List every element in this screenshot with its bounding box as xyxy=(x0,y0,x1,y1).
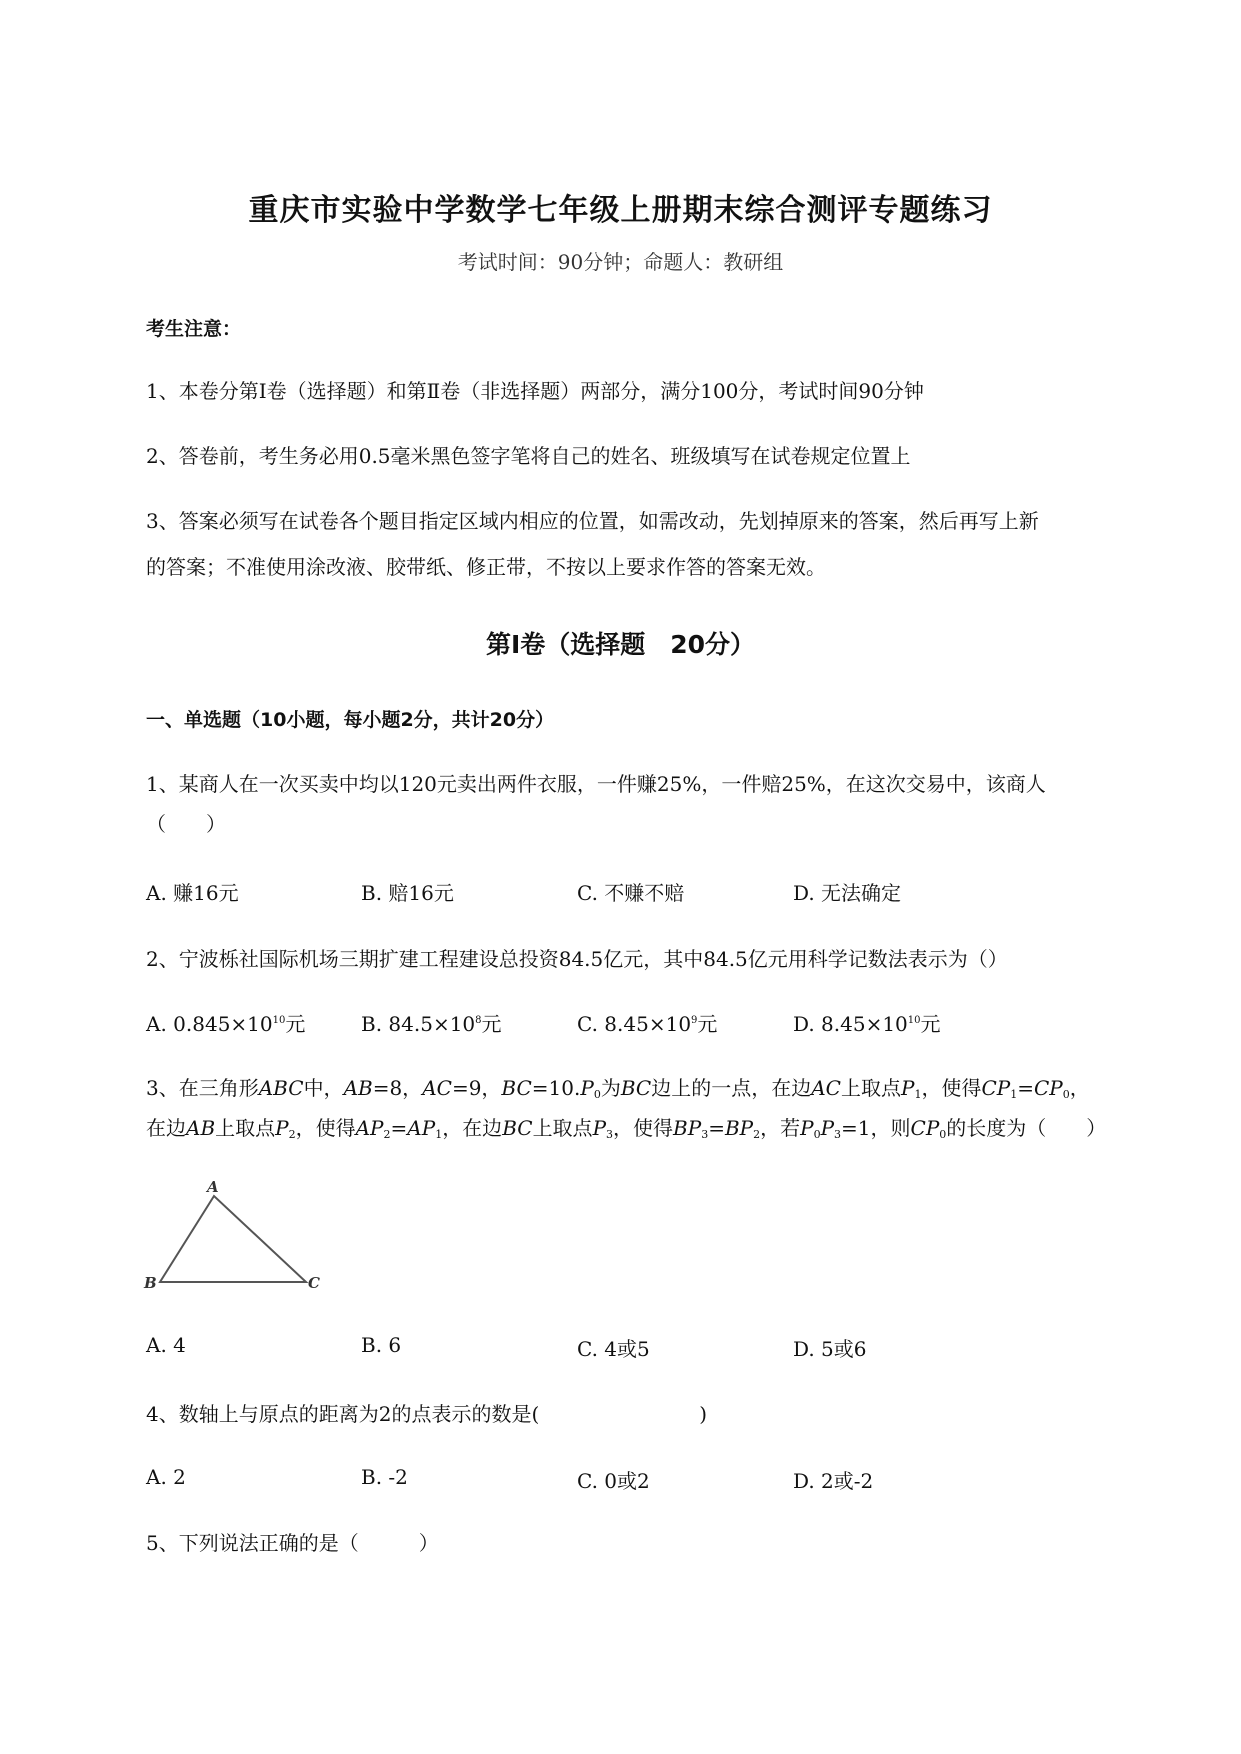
q3-option-d[interactable]: D. 5或6 xyxy=(793,1337,867,1361)
q3-option-b[interactable]: B. 6 xyxy=(361,1333,402,1357)
vertex-label-c: C xyxy=(308,1274,320,1292)
part-heading: 一、单选题（10小题，每小题2分，共计20分） xyxy=(146,709,555,731)
question-3-line-2: 在边AB上取点$P_2$，使得$AP_2=AP_1$，在边BC上取点$P_3$，使得$BP_3=BP_2$，若$P_0P_3=1$，则$CP_0$的长度为（ ） xyxy=(146,1116,1107,1141)
exam-info: 考试时间：90分钟；命题人：教研组 xyxy=(457,250,784,274)
q1-option-c[interactable]: C. 不赚不赔 xyxy=(577,881,685,905)
q1-option-b[interactable]: B. 赔16元 xyxy=(361,881,454,905)
q2-option-d[interactable]: D. $8.45\times 10^{10}$元 xyxy=(793,1012,941,1036)
question-1-blank: （ ） xyxy=(146,812,226,836)
page-title: 重庆市实验中学数学七年级上册期末综合测评专题练习 xyxy=(248,193,993,228)
q2-option-a[interactable]: A. $0.845\times 10^{10}$元 xyxy=(146,1012,306,1036)
triangle-figure xyxy=(140,1170,340,1300)
q4-option-c[interactable]: C. 0或2 xyxy=(577,1469,650,1493)
q4-option-b[interactable]: B. -2 xyxy=(361,1465,408,1489)
vertex-label-a: A xyxy=(207,1178,219,1196)
notice-item: 的答案；不准使用涂改液、胶带纸、修正带，不按以上要求作答的答案无效。 xyxy=(146,555,826,579)
triangle-shape xyxy=(160,1196,306,1282)
question-5-text: 5、下列说法正确的是（ ） xyxy=(146,1531,439,1555)
q4-option-a[interactable]: A. 2 xyxy=(146,1465,186,1489)
q2-option-b[interactable]: B. $84.5\times 10^8$元 xyxy=(361,1012,502,1036)
q1-option-d[interactable]: D. 无法确定 xyxy=(793,881,902,905)
notice-item: 2、答卷前，考生务必用0.5毫米黑色签字笔将自己的姓名、班级填写在试卷规定位置上 xyxy=(146,444,911,468)
notice-item: 1、本卷分第Ⅰ卷（选择题）和第Ⅱ卷（非选择题）两部分，满分100分，考试时间90分钟 xyxy=(146,379,924,403)
q4-option-d[interactable]: D. 2或-2 xyxy=(793,1469,874,1493)
question-4-text: 4、数轴上与原点的距离为2的点表示的数是( ) xyxy=(146,1402,708,1426)
question-3-line-1: 3、在三角形ABC中，AB=8，AC=9，$BC=10.P_0$为BC边上的一点，在边AC上取点$P_1$，使得$CP_1=CP_0$， xyxy=(146,1076,1090,1101)
section-title: 第Ⅰ卷（选择题 20分） xyxy=(485,630,756,659)
q3-option-a[interactable]: A. 4 xyxy=(146,1333,186,1357)
q2-option-c[interactable]: C. $8.45\times 10^9$元 xyxy=(577,1012,718,1036)
question-1-text: 1、某商人在一次买卖中均以120元卖出两件衣服，一件赚25%，一件赔25%，在这次交易中，该商人 xyxy=(146,772,1046,796)
notice-item: 3、答案必须写在试卷各个题目指定区域内相应的位置，如需改动，先划掉原来的答案，然后再写上新 xyxy=(146,509,1039,533)
q1-option-a[interactable]: A. 赚16元 xyxy=(146,881,239,905)
notice-heading: 考生注意： xyxy=(146,318,242,340)
q3-option-c[interactable]: C. 4或5 xyxy=(577,1337,650,1361)
vertex-label-b: B xyxy=(144,1274,157,1292)
question-2-text: 2、宁波栎社国际机场三期扩建工程建设总投资84.5亿元，其中84.5亿元用科学记数法表示为（） xyxy=(146,947,1008,971)
